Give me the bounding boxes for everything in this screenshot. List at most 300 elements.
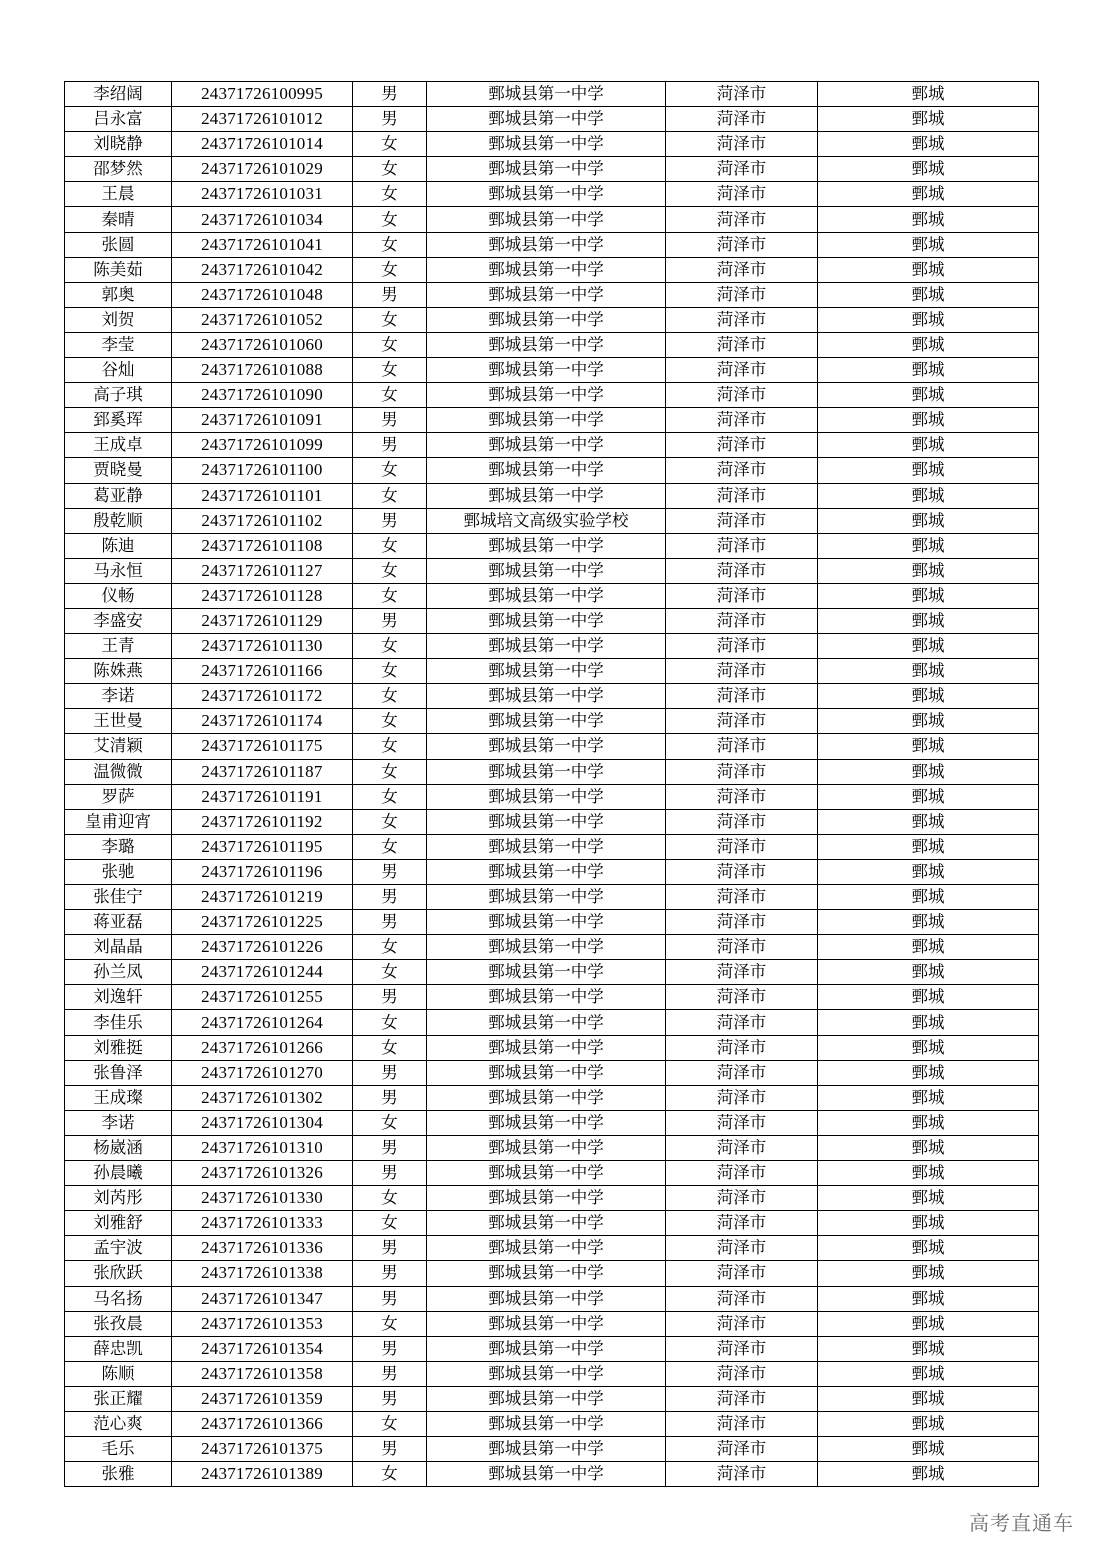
table-row: [65, 257, 1039, 282]
school-cell: 鄄城培文高级实验学校: [427, 508, 666, 533]
county-cell: 鄄城: [818, 207, 1039, 232]
student-name-cell: 陈顺: [65, 1361, 172, 1386]
county-cell: 鄄城: [818, 784, 1039, 809]
table-row: [65, 433, 1039, 458]
gender-cell: 女: [353, 383, 427, 408]
table-row: [65, 885, 1039, 910]
county-cell: 鄄城: [818, 1437, 1039, 1462]
table-row: [65, 458, 1039, 483]
candidate-id-cell: 24371726101333: [172, 1211, 353, 1236]
school-cell: 鄄城县第一中学: [427, 1286, 666, 1311]
gender-cell: 男: [353, 1236, 427, 1261]
table-row: [65, 232, 1039, 257]
candidate-id-cell: 24371726101366: [172, 1411, 353, 1436]
city-cell: 菏泽市: [666, 282, 818, 307]
candidate-id-cell: 24371726101108: [172, 533, 353, 558]
candidate-id-cell: 24371726101031: [172, 182, 353, 207]
candidate-id-cell: 24371726101187: [172, 759, 353, 784]
gender-cell: 女: [353, 207, 427, 232]
student-name-cell: 陈美茹: [65, 257, 172, 282]
county-cell: 鄄城: [818, 558, 1039, 583]
candidate-id-cell: 24371726101042: [172, 257, 353, 282]
school-cell: 鄄城县第一中学: [427, 433, 666, 458]
city-cell: 菏泽市: [666, 1361, 818, 1386]
student-name-cell: 高子琪: [65, 383, 172, 408]
student-name-cell: 王成璨: [65, 1085, 172, 1110]
table-row: [65, 1286, 1039, 1311]
student-name-cell: 范心爽: [65, 1411, 172, 1436]
city-cell: 菏泽市: [666, 583, 818, 608]
school-cell: 鄄城县第一中学: [427, 332, 666, 357]
county-cell: 鄄城: [818, 132, 1039, 157]
city-cell: 菏泽市: [666, 232, 818, 257]
candidate-id-cell: 24371726101052: [172, 307, 353, 332]
county-cell: 鄄城: [818, 1186, 1039, 1211]
city-cell: 菏泽市: [666, 1085, 818, 1110]
city-cell: 菏泽市: [666, 1311, 818, 1336]
school-cell: 鄄城县第一中学: [427, 659, 666, 684]
candidate-id-cell: 24371726101226: [172, 935, 353, 960]
student-name-cell: 李佳乐: [65, 1010, 172, 1035]
county-cell: 鄄城: [818, 1261, 1039, 1286]
table-row: [65, 508, 1039, 533]
student-name-cell: 李盛安: [65, 608, 172, 633]
table-row: [65, 659, 1039, 684]
city-cell: 菏泽市: [666, 834, 818, 859]
student-name-cell: 张驰: [65, 859, 172, 884]
school-cell: 鄄城县第一中学: [427, 1361, 666, 1386]
table-row: [65, 684, 1039, 709]
student-name-cell: 谷灿: [65, 358, 172, 383]
candidate-id-cell: 24371726101175: [172, 734, 353, 759]
city-cell: 菏泽市: [666, 1437, 818, 1462]
gender-cell: 女: [353, 960, 427, 985]
gender-cell: 女: [353, 257, 427, 282]
county-cell: 鄄城: [818, 583, 1039, 608]
county-cell: 鄄城: [818, 1085, 1039, 1110]
candidate-id-cell: 24371726101353: [172, 1311, 353, 1336]
candidate-id-cell: 24371726101041: [172, 232, 353, 257]
student-name-cell: 刘晶晶: [65, 935, 172, 960]
school-cell: 鄄城县第一中学: [427, 1035, 666, 1060]
county-cell: 鄄城: [818, 935, 1039, 960]
gender-cell: 男: [353, 1060, 427, 1085]
school-cell: 鄄城县第一中学: [427, 1110, 666, 1135]
student-name-cell: 吕永富: [65, 107, 172, 132]
gender-cell: 女: [353, 182, 427, 207]
school-cell: 鄄城县第一中学: [427, 82, 666, 107]
city-cell: 菏泽市: [666, 608, 818, 633]
city-cell: 菏泽市: [666, 1060, 818, 1085]
county-cell: 鄄城: [818, 608, 1039, 633]
student-name-cell: 刘雅挺: [65, 1035, 172, 1060]
candidate-id-cell: 24371726101354: [172, 1336, 353, 1361]
gender-cell: 女: [353, 583, 427, 608]
table-row: [65, 809, 1039, 834]
school-cell: 鄄城县第一中学: [427, 408, 666, 433]
gender-cell: 男: [353, 1161, 427, 1186]
student-name-cell: 薛忠凯: [65, 1336, 172, 1361]
county-cell: 鄄城: [818, 684, 1039, 709]
city-cell: 菏泽市: [666, 107, 818, 132]
table-row: [65, 1085, 1039, 1110]
gender-cell: 女: [353, 1010, 427, 1035]
school-cell: 鄄城县第一中学: [427, 1186, 666, 1211]
table-row: [65, 157, 1039, 182]
school-cell: 鄄城县第一中学: [427, 608, 666, 633]
student-name-cell: 温微微: [65, 759, 172, 784]
city-cell: 菏泽市: [666, 859, 818, 884]
county-cell: 鄄城: [818, 157, 1039, 182]
school-cell: 鄄城县第一中学: [427, 1211, 666, 1236]
school-cell: 鄄城县第一中学: [427, 282, 666, 307]
table-row: [65, 1161, 1039, 1186]
candidate-id-cell: 24371726101174: [172, 709, 353, 734]
table-row: [65, 759, 1039, 784]
county-cell: 鄄城: [818, 358, 1039, 383]
table-row: [65, 307, 1039, 332]
candidate-id-cell: 24371726101127: [172, 558, 353, 583]
student-name-cell: 李莹: [65, 332, 172, 357]
table-row: [65, 960, 1039, 985]
county-cell: 鄄城: [818, 232, 1039, 257]
candidate-id-cell: 24371726101130: [172, 634, 353, 659]
student-name-cell: 毛乐: [65, 1437, 172, 1462]
city-cell: 菏泽市: [666, 433, 818, 458]
gender-cell: 女: [353, 1462, 427, 1487]
student-list-body: [65, 82, 1039, 1487]
county-cell: 鄄城: [818, 1211, 1039, 1236]
student-name-cell: 李绍阔: [65, 82, 172, 107]
student-name-cell: 王青: [65, 634, 172, 659]
student-name-cell: 马永恒: [65, 558, 172, 583]
gender-cell: 男: [353, 107, 427, 132]
school-cell: 鄄城县第一中学: [427, 232, 666, 257]
school-cell: 鄄城县第一中学: [427, 709, 666, 734]
school-cell: 鄄城县第一中学: [427, 458, 666, 483]
school-cell: 鄄城县第一中学: [427, 784, 666, 809]
candidate-id-cell: 24371726101330: [172, 1186, 353, 1211]
gender-cell: 男: [353, 508, 427, 533]
county-cell: 鄄城: [818, 1336, 1039, 1361]
table-row: [65, 608, 1039, 633]
candidate-id-cell: 24371726101048: [172, 282, 353, 307]
candidate-id-cell: 24371726101012: [172, 107, 353, 132]
gender-cell: 女: [353, 533, 427, 558]
gender-cell: 女: [353, 784, 427, 809]
county-cell: 鄄城: [818, 1060, 1039, 1085]
table-row: [65, 358, 1039, 383]
student-name-cell: 皇甫迎宵: [65, 809, 172, 834]
school-cell: 鄄城县第一中学: [427, 1261, 666, 1286]
table-row: [65, 985, 1039, 1010]
gender-cell: 男: [353, 1361, 427, 1386]
gender-cell: 男: [353, 1386, 427, 1411]
gender-cell: 女: [353, 558, 427, 583]
city-cell: 菏泽市: [666, 634, 818, 659]
table-row: [65, 1236, 1039, 1261]
city-cell: 菏泽市: [666, 985, 818, 1010]
table-row: [65, 558, 1039, 583]
candidate-id-cell: 24371726101225: [172, 910, 353, 935]
table-row: [65, 709, 1039, 734]
gender-cell: 女: [353, 659, 427, 684]
city-cell: 菏泽市: [666, 809, 818, 834]
student-name-cell: 陈姝燕: [65, 659, 172, 684]
table-row: [65, 408, 1039, 433]
table-row: [65, 82, 1039, 107]
candidate-id-cell: 24371726101196: [172, 859, 353, 884]
student-name-cell: 杨崴涵: [65, 1135, 172, 1160]
city-cell: 菏泽市: [666, 1286, 818, 1311]
city-cell: 菏泽市: [666, 935, 818, 960]
school-cell: 鄄城县第一中学: [427, 1135, 666, 1160]
school-cell: 鄄城县第一中学: [427, 985, 666, 1010]
student-name-cell: 邵梦然: [65, 157, 172, 182]
gender-cell: 女: [353, 332, 427, 357]
candidate-id-cell: 24371726101191: [172, 784, 353, 809]
student-name-cell: 张孜晨: [65, 1311, 172, 1336]
school-cell: 鄄城县第一中学: [427, 307, 666, 332]
table-row: [65, 383, 1039, 408]
table-row: [65, 734, 1039, 759]
city-cell: 菏泽市: [666, 709, 818, 734]
gender-cell: 男: [353, 82, 427, 107]
school-cell: 鄄城县第一中学: [427, 1336, 666, 1361]
gender-cell: 女: [353, 1211, 427, 1236]
city-cell: 菏泽市: [666, 1110, 818, 1135]
city-cell: 菏泽市: [666, 483, 818, 508]
city-cell: 菏泽市: [666, 1135, 818, 1160]
school-cell: 鄄城县第一中学: [427, 358, 666, 383]
city-cell: 菏泽市: [666, 558, 818, 583]
county-cell: 鄄城: [818, 307, 1039, 332]
candidate-id-cell: 24371726101302: [172, 1085, 353, 1110]
school-cell: 鄄城县第一中学: [427, 759, 666, 784]
city-cell: 菏泽市: [666, 1236, 818, 1261]
candidate-id-cell: 24371726101255: [172, 985, 353, 1010]
table-row: [65, 1035, 1039, 1060]
county-cell: 鄄城: [818, 82, 1039, 107]
table-row: [65, 1060, 1039, 1085]
student-name-cell: 刘逸轩: [65, 985, 172, 1010]
county-cell: 鄄城: [818, 383, 1039, 408]
school-cell: 鄄城县第一中学: [427, 1311, 666, 1336]
candidate-id-cell: 24371726101102: [172, 508, 353, 533]
table-row: [65, 634, 1039, 659]
school-cell: 鄄城县第一中学: [427, 1437, 666, 1462]
county-cell: 鄄城: [818, 257, 1039, 282]
table-row: [65, 859, 1039, 884]
county-cell: 鄄城: [818, 1386, 1039, 1411]
table-row: [65, 784, 1039, 809]
gender-cell: 女: [353, 634, 427, 659]
student-name-cell: 李诺: [65, 684, 172, 709]
city-cell: 菏泽市: [666, 1035, 818, 1060]
city-cell: 菏泽市: [666, 910, 818, 935]
student-name-cell: 张欣跃: [65, 1261, 172, 1286]
city-cell: 菏泽市: [666, 358, 818, 383]
student-name-cell: 刘芮彤: [65, 1186, 172, 1211]
student-name-cell: 张雅: [65, 1462, 172, 1487]
student-name-cell: 孙兰凤: [65, 960, 172, 985]
student-name-cell: 王世曼: [65, 709, 172, 734]
school-cell: 鄄城县第一中学: [427, 1411, 666, 1436]
student-name-cell: 葛亚静: [65, 483, 172, 508]
student-name-cell: 陈迪: [65, 533, 172, 558]
county-cell: 鄄城: [818, 759, 1039, 784]
candidate-id-cell: 24371726100995: [172, 82, 353, 107]
table-row: [65, 1110, 1039, 1135]
city-cell: 菏泽市: [666, 1161, 818, 1186]
county-cell: 鄄城: [818, 1010, 1039, 1035]
school-cell: 鄄城县第一中学: [427, 809, 666, 834]
school-cell: 鄄城县第一中学: [427, 583, 666, 608]
gender-cell: 女: [353, 734, 427, 759]
gender-cell: 女: [353, 157, 427, 182]
gender-cell: 男: [353, 885, 427, 910]
student-name-cell: 孙晨曦: [65, 1161, 172, 1186]
candidate-id-cell: 24371726101129: [172, 608, 353, 633]
gender-cell: 男: [353, 608, 427, 633]
school-cell: 鄄城县第一中学: [427, 1010, 666, 1035]
candidate-id-cell: 24371726101166: [172, 659, 353, 684]
table-row: [65, 1135, 1039, 1160]
county-cell: 鄄城: [818, 985, 1039, 1010]
gender-cell: 男: [353, 408, 427, 433]
school-cell: 鄄城县第一中学: [427, 182, 666, 207]
gender-cell: 女: [353, 834, 427, 859]
table-row: [65, 1411, 1039, 1436]
county-cell: 鄄城: [818, 634, 1039, 659]
candidate-id-cell: 24371726101029: [172, 157, 353, 182]
county-cell: 鄄城: [818, 332, 1039, 357]
candidate-id-cell: 24371726101244: [172, 960, 353, 985]
candidate-id-cell: 24371726101347: [172, 1286, 353, 1311]
county-cell: 鄄城: [818, 458, 1039, 483]
county-cell: 鄄城: [818, 809, 1039, 834]
candidate-id-cell: 24371726101338: [172, 1261, 353, 1286]
gender-cell: 女: [353, 358, 427, 383]
city-cell: 菏泽市: [666, 182, 818, 207]
county-cell: 鄄城: [818, 734, 1039, 759]
city-cell: 菏泽市: [666, 1261, 818, 1286]
county-cell: 鄄城: [818, 1110, 1039, 1135]
city-cell: 菏泽市: [666, 1386, 818, 1411]
table-row: [65, 332, 1039, 357]
student-name-cell: 刘晓静: [65, 132, 172, 157]
student-name-cell: 秦晴: [65, 207, 172, 232]
county-cell: 鄄城: [818, 1311, 1039, 1336]
table-row: [65, 483, 1039, 508]
table-row: [65, 1261, 1039, 1286]
school-cell: 鄄城县第一中学: [427, 1060, 666, 1085]
gender-cell: 女: [353, 1035, 427, 1060]
gender-cell: 男: [353, 1261, 427, 1286]
county-cell: 鄄城: [818, 1035, 1039, 1060]
gender-cell: 男: [353, 910, 427, 935]
student-name-cell: 刘贺: [65, 307, 172, 332]
gender-cell: 女: [353, 709, 427, 734]
county-cell: 鄄城: [818, 483, 1039, 508]
table-row: [65, 834, 1039, 859]
gender-cell: 女: [353, 684, 427, 709]
gender-cell: 男: [353, 282, 427, 307]
city-cell: 菏泽市: [666, 659, 818, 684]
school-cell: 鄄城县第一中学: [427, 834, 666, 859]
table-row: [65, 1386, 1039, 1411]
table-row: [65, 1186, 1039, 1211]
county-cell: 鄄城: [818, 1286, 1039, 1311]
candidate-id-cell: 24371726101091: [172, 408, 353, 433]
candidate-id-cell: 24371726101266: [172, 1035, 353, 1060]
county-cell: 鄄城: [818, 1361, 1039, 1386]
table-row: [65, 182, 1039, 207]
student-name-cell: 王成卓: [65, 433, 172, 458]
gender-cell: 女: [353, 458, 427, 483]
city-cell: 菏泽市: [666, 684, 818, 709]
gender-cell: 男: [353, 1085, 427, 1110]
school-cell: 鄄城县第一中学: [427, 383, 666, 408]
student-name-cell: 王晨: [65, 182, 172, 207]
student-name-cell: 张正耀: [65, 1386, 172, 1411]
county-cell: 鄄城: [818, 533, 1039, 558]
candidate-id-cell: 24371726101270: [172, 1060, 353, 1085]
county-cell: 鄄城: [818, 1411, 1039, 1436]
gender-cell: 女: [353, 1110, 427, 1135]
city-cell: 菏泽市: [666, 508, 818, 533]
gender-cell: 女: [353, 1311, 427, 1336]
county-cell: 鄄城: [818, 1462, 1039, 1487]
county-cell: 鄄城: [818, 659, 1039, 684]
city-cell: 菏泽市: [666, 307, 818, 332]
candidate-id-cell: 24371726101101: [172, 483, 353, 508]
table-row: [65, 1336, 1039, 1361]
county-cell: 鄄城: [818, 282, 1039, 307]
candidate-id-cell: 24371726101375: [172, 1437, 353, 1462]
student-name-cell: 仪畅: [65, 583, 172, 608]
student-name-cell: 马名扬: [65, 1286, 172, 1311]
gender-cell: 女: [353, 759, 427, 784]
county-cell: 鄄城: [818, 960, 1039, 985]
city-cell: 菏泽市: [666, 1211, 818, 1236]
school-cell: 鄄城县第一中学: [427, 684, 666, 709]
city-cell: 菏泽市: [666, 207, 818, 232]
table-row: [65, 282, 1039, 307]
city-cell: 菏泽市: [666, 458, 818, 483]
gender-cell: 女: [353, 307, 427, 332]
gender-cell: 女: [353, 232, 427, 257]
school-cell: 鄄城县第一中学: [427, 132, 666, 157]
county-cell: 鄄城: [818, 709, 1039, 734]
candidate-id-cell: 24371726101304: [172, 1110, 353, 1135]
school-cell: 鄄城县第一中学: [427, 157, 666, 182]
gender-cell: 男: [353, 1336, 427, 1361]
table-row: [65, 1462, 1039, 1487]
school-cell: 鄄城县第一中学: [427, 257, 666, 282]
gender-cell: 女: [353, 809, 427, 834]
candidate-id-cell: 24371726101310: [172, 1135, 353, 1160]
candidate-id-cell: 24371726101192: [172, 809, 353, 834]
candidate-id-cell: 24371726101195: [172, 834, 353, 859]
city-cell: 菏泽市: [666, 132, 818, 157]
student-name-cell: 罗萨: [65, 784, 172, 809]
school-cell: 鄄城县第一中学: [427, 558, 666, 583]
table-row: [65, 207, 1039, 232]
city-cell: 菏泽市: [666, 1411, 818, 1436]
table-row: [65, 1010, 1039, 1035]
candidate-id-cell: 24371726101099: [172, 433, 353, 458]
